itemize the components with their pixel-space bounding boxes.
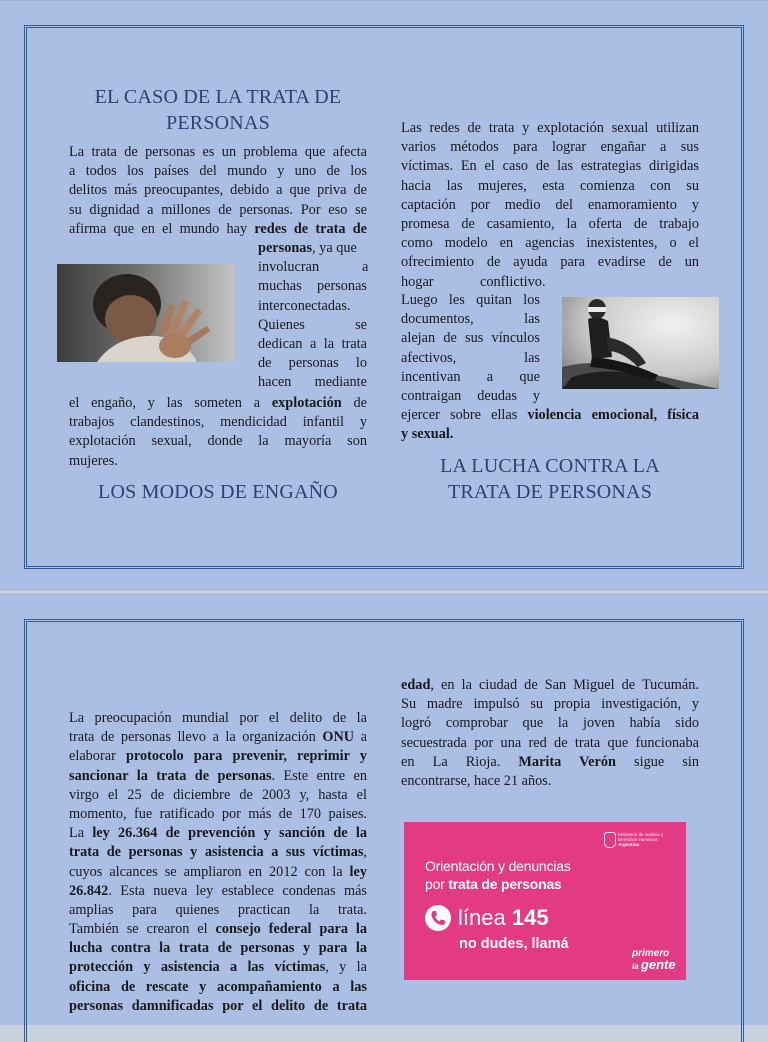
banner-trata-line xyxy=(425,875,562,893)
text-run: ejercer sobre ellas xyxy=(401,407,528,423)
text-line xyxy=(69,939,367,958)
marita-veron-paragraph xyxy=(401,676,699,791)
text-run: de xyxy=(353,395,367,411)
text-line xyxy=(69,843,367,862)
text-run: , y la xyxy=(325,959,367,976)
text-line xyxy=(401,406,699,425)
text-line xyxy=(69,997,367,1016)
brand-logo xyxy=(632,948,676,972)
text-line: contraigan deudas y xyxy=(401,387,540,404)
linea-label: línea xyxy=(458,905,506,930)
text-line xyxy=(69,882,367,901)
bold-run: explotación xyxy=(271,395,342,411)
bold-run: ley 26.364 de prevención y sanción de la xyxy=(92,825,367,842)
text-line: virgo el 25 de diciembre de 2003 y, hasta el xyxy=(69,786,367,803)
explotacion-paragraph xyxy=(69,394,367,471)
heading-modos-engano: LOS MODOS DE ENGAÑO xyxy=(98,481,338,503)
text-line: mujeres. xyxy=(69,452,118,469)
text-line: ofrecimiento de ayuda para evadirse de un xyxy=(401,254,699,271)
heading-lucha xyxy=(401,453,699,505)
child-photo-image xyxy=(57,264,235,362)
text-line xyxy=(69,220,367,239)
intro-paragraph xyxy=(69,143,367,239)
ministry-name: Ministerio de Justicia y Derechos Humanos xyxy=(618,832,664,842)
text-run: el engaño, y las someten a xyxy=(69,395,272,411)
bold-run: 26.842 xyxy=(69,882,109,899)
text-run: , en la ciudad de San Miguel de Tucumán. xyxy=(430,677,699,693)
bold-run: sancionar la trata de personas xyxy=(69,767,272,784)
bold-run: protección y asistencia a las víctimas xyxy=(69,959,326,976)
coat-of-arms-icon xyxy=(604,832,616,848)
text-line: involucran a xyxy=(258,259,369,276)
text-line: hogar conflictivo. xyxy=(401,273,546,290)
text-line xyxy=(258,239,367,258)
text-run: , ya que xyxy=(312,240,357,256)
text-line xyxy=(401,676,699,695)
text-run: . Esta nueva ley establece condenas más xyxy=(108,882,367,899)
text-run: por xyxy=(425,876,449,892)
violencia-paragraph xyxy=(401,406,699,444)
brand-line-2 xyxy=(632,959,676,972)
title-line-2: PERSONAS xyxy=(166,112,270,134)
text-line: incentivan a que xyxy=(401,368,540,385)
banner-orientacion: Orientación y denuncias xyxy=(425,858,571,874)
text-line: como modelo en agencias inexistentes, o el xyxy=(401,235,699,252)
text-line: muchas personas xyxy=(258,278,367,295)
text-line: explotación sexual, donde la mayoría son xyxy=(69,433,367,450)
text-run: La xyxy=(69,825,93,842)
bold-run: edad xyxy=(401,677,431,693)
brand-line-1: primero xyxy=(632,948,670,959)
bold-run: ley xyxy=(349,863,367,880)
text-line: víctimas. En el caso de las estrategias dirigidas xyxy=(401,158,699,175)
text-line: hacia las mujeres, esta comienza con su xyxy=(401,177,699,194)
text-line: La preocupación mundial por el delito de la xyxy=(69,710,367,726)
text-line: secuestrada por una red de trata que funcionaba xyxy=(401,734,699,751)
text-line xyxy=(401,425,699,444)
text-line: hacen mediante xyxy=(258,374,367,391)
text-run: cuyos alcances se ampliaron en 2012 con la xyxy=(69,863,350,880)
bold-run: lucha contra la trata de personas y para la xyxy=(69,940,367,957)
wrap-text-right xyxy=(401,291,540,406)
text-line xyxy=(69,767,367,786)
bold-run: consejo federal para la xyxy=(215,921,367,938)
wrap-text-left xyxy=(258,239,367,393)
bold-run: ONU xyxy=(322,729,355,746)
text-run: a xyxy=(354,729,368,746)
text-line: varios métodos para lograr engañar a sus xyxy=(401,139,699,156)
bold-run: trata de personas xyxy=(448,876,562,892)
text-line: La trata de personas es un problema que afecta xyxy=(69,144,367,160)
hotline-number[interactable] xyxy=(458,905,549,931)
text-line: momento, fue ratificado por más de 170 paises. xyxy=(69,805,367,822)
text-line: Luego les quitan los xyxy=(401,292,540,308)
title-line-1: EL CASO DE LA TRATA DE xyxy=(94,86,342,108)
text-line: delitos más preocupantes, debido a que priva de xyxy=(69,182,367,199)
text-line: Quienes se xyxy=(258,316,367,333)
woman-photo-image xyxy=(562,297,719,389)
text-run: gente xyxy=(640,957,676,972)
bold-run: personas xyxy=(258,240,313,256)
onu-paragraph xyxy=(69,709,367,1016)
ministry-country: Argentina xyxy=(618,842,640,847)
text-line: su dignidad a millones de personas. Por eso se xyxy=(69,201,367,218)
woman-photo xyxy=(562,297,719,389)
text-line xyxy=(69,958,367,977)
text-line: afectivos, las xyxy=(401,349,540,366)
phone-icon xyxy=(425,905,451,931)
text-line: promesa de casamiento, la oferta de trabajo xyxy=(401,215,699,232)
text-line: interconectadas. xyxy=(258,297,351,314)
text-run: en La Rioja. xyxy=(401,753,519,770)
text-line: Las redes de trata y explotación sexual utilizan xyxy=(401,120,699,136)
bold-run: redes de trata de xyxy=(254,220,368,237)
title-caso-trata xyxy=(60,84,376,136)
bold-run: personas damnificadas por el delito de trata xyxy=(69,997,367,1014)
text-line: dedican a la trata xyxy=(258,335,367,352)
text-line: documentos, las xyxy=(401,311,540,328)
bold-run: Marita Verón xyxy=(518,753,616,770)
right-paragraph xyxy=(401,119,699,292)
text-run: . Este entre en xyxy=(271,767,367,784)
bold-run: y sexual. xyxy=(401,426,454,443)
text-line xyxy=(69,747,367,766)
text-line xyxy=(69,728,367,747)
bold-run: protocolo para prevenir, reprimir y xyxy=(125,748,367,765)
number-145: 145 xyxy=(511,905,549,930)
heading-lucha-line-1: LA LUCHA CONTRA LA xyxy=(440,455,660,477)
text-run: También se crearon el xyxy=(69,921,216,938)
text-run: la xyxy=(632,962,641,971)
text-line: amplias para quienes practican la trata. xyxy=(69,901,367,918)
bold-run: violencia emocional, física xyxy=(527,407,699,423)
hotline-banner xyxy=(404,822,686,980)
phone-glyph xyxy=(425,905,451,931)
text-line: de personas lo xyxy=(258,355,367,372)
heading-lucha-line-2: TRATA DE PERSONAS xyxy=(447,481,653,503)
text-line xyxy=(69,824,367,843)
text-run: , xyxy=(363,844,367,861)
banner-tagline: no dudes, llamá xyxy=(459,936,569,952)
text-line: encontrarse, hace 21 años. xyxy=(401,772,552,789)
text-line: captación por medio del enamoramiento y xyxy=(401,196,699,213)
text-line: a todos los países del mundo y uno de los xyxy=(69,163,367,180)
text-line xyxy=(69,978,367,997)
text-line: logró comprobar que la joven había sido xyxy=(401,715,699,732)
ministry-logo xyxy=(604,832,680,847)
child-photo xyxy=(57,264,235,362)
text-line xyxy=(69,863,367,882)
text-line xyxy=(69,920,367,939)
bold-run: trata de personas y asistencia a sus víctimas xyxy=(69,844,364,861)
text-run: elaborar xyxy=(69,748,126,765)
text-run: afirma que en el mundo hay xyxy=(69,220,255,237)
text-line: trabajos clandestinos, mendicidad infantil y xyxy=(69,414,367,431)
text-line: alejan de sus vínculos xyxy=(401,330,540,347)
text-line xyxy=(401,753,699,772)
text-run: trata de personas llevo a la organización xyxy=(69,729,323,746)
text-run: sigue sin xyxy=(615,753,699,770)
text-line xyxy=(69,394,367,413)
text-line: Su madre impulsó su propia investigación, y xyxy=(401,696,699,713)
bold-run: oficina de rescate y acompañamiento a las xyxy=(69,978,367,995)
